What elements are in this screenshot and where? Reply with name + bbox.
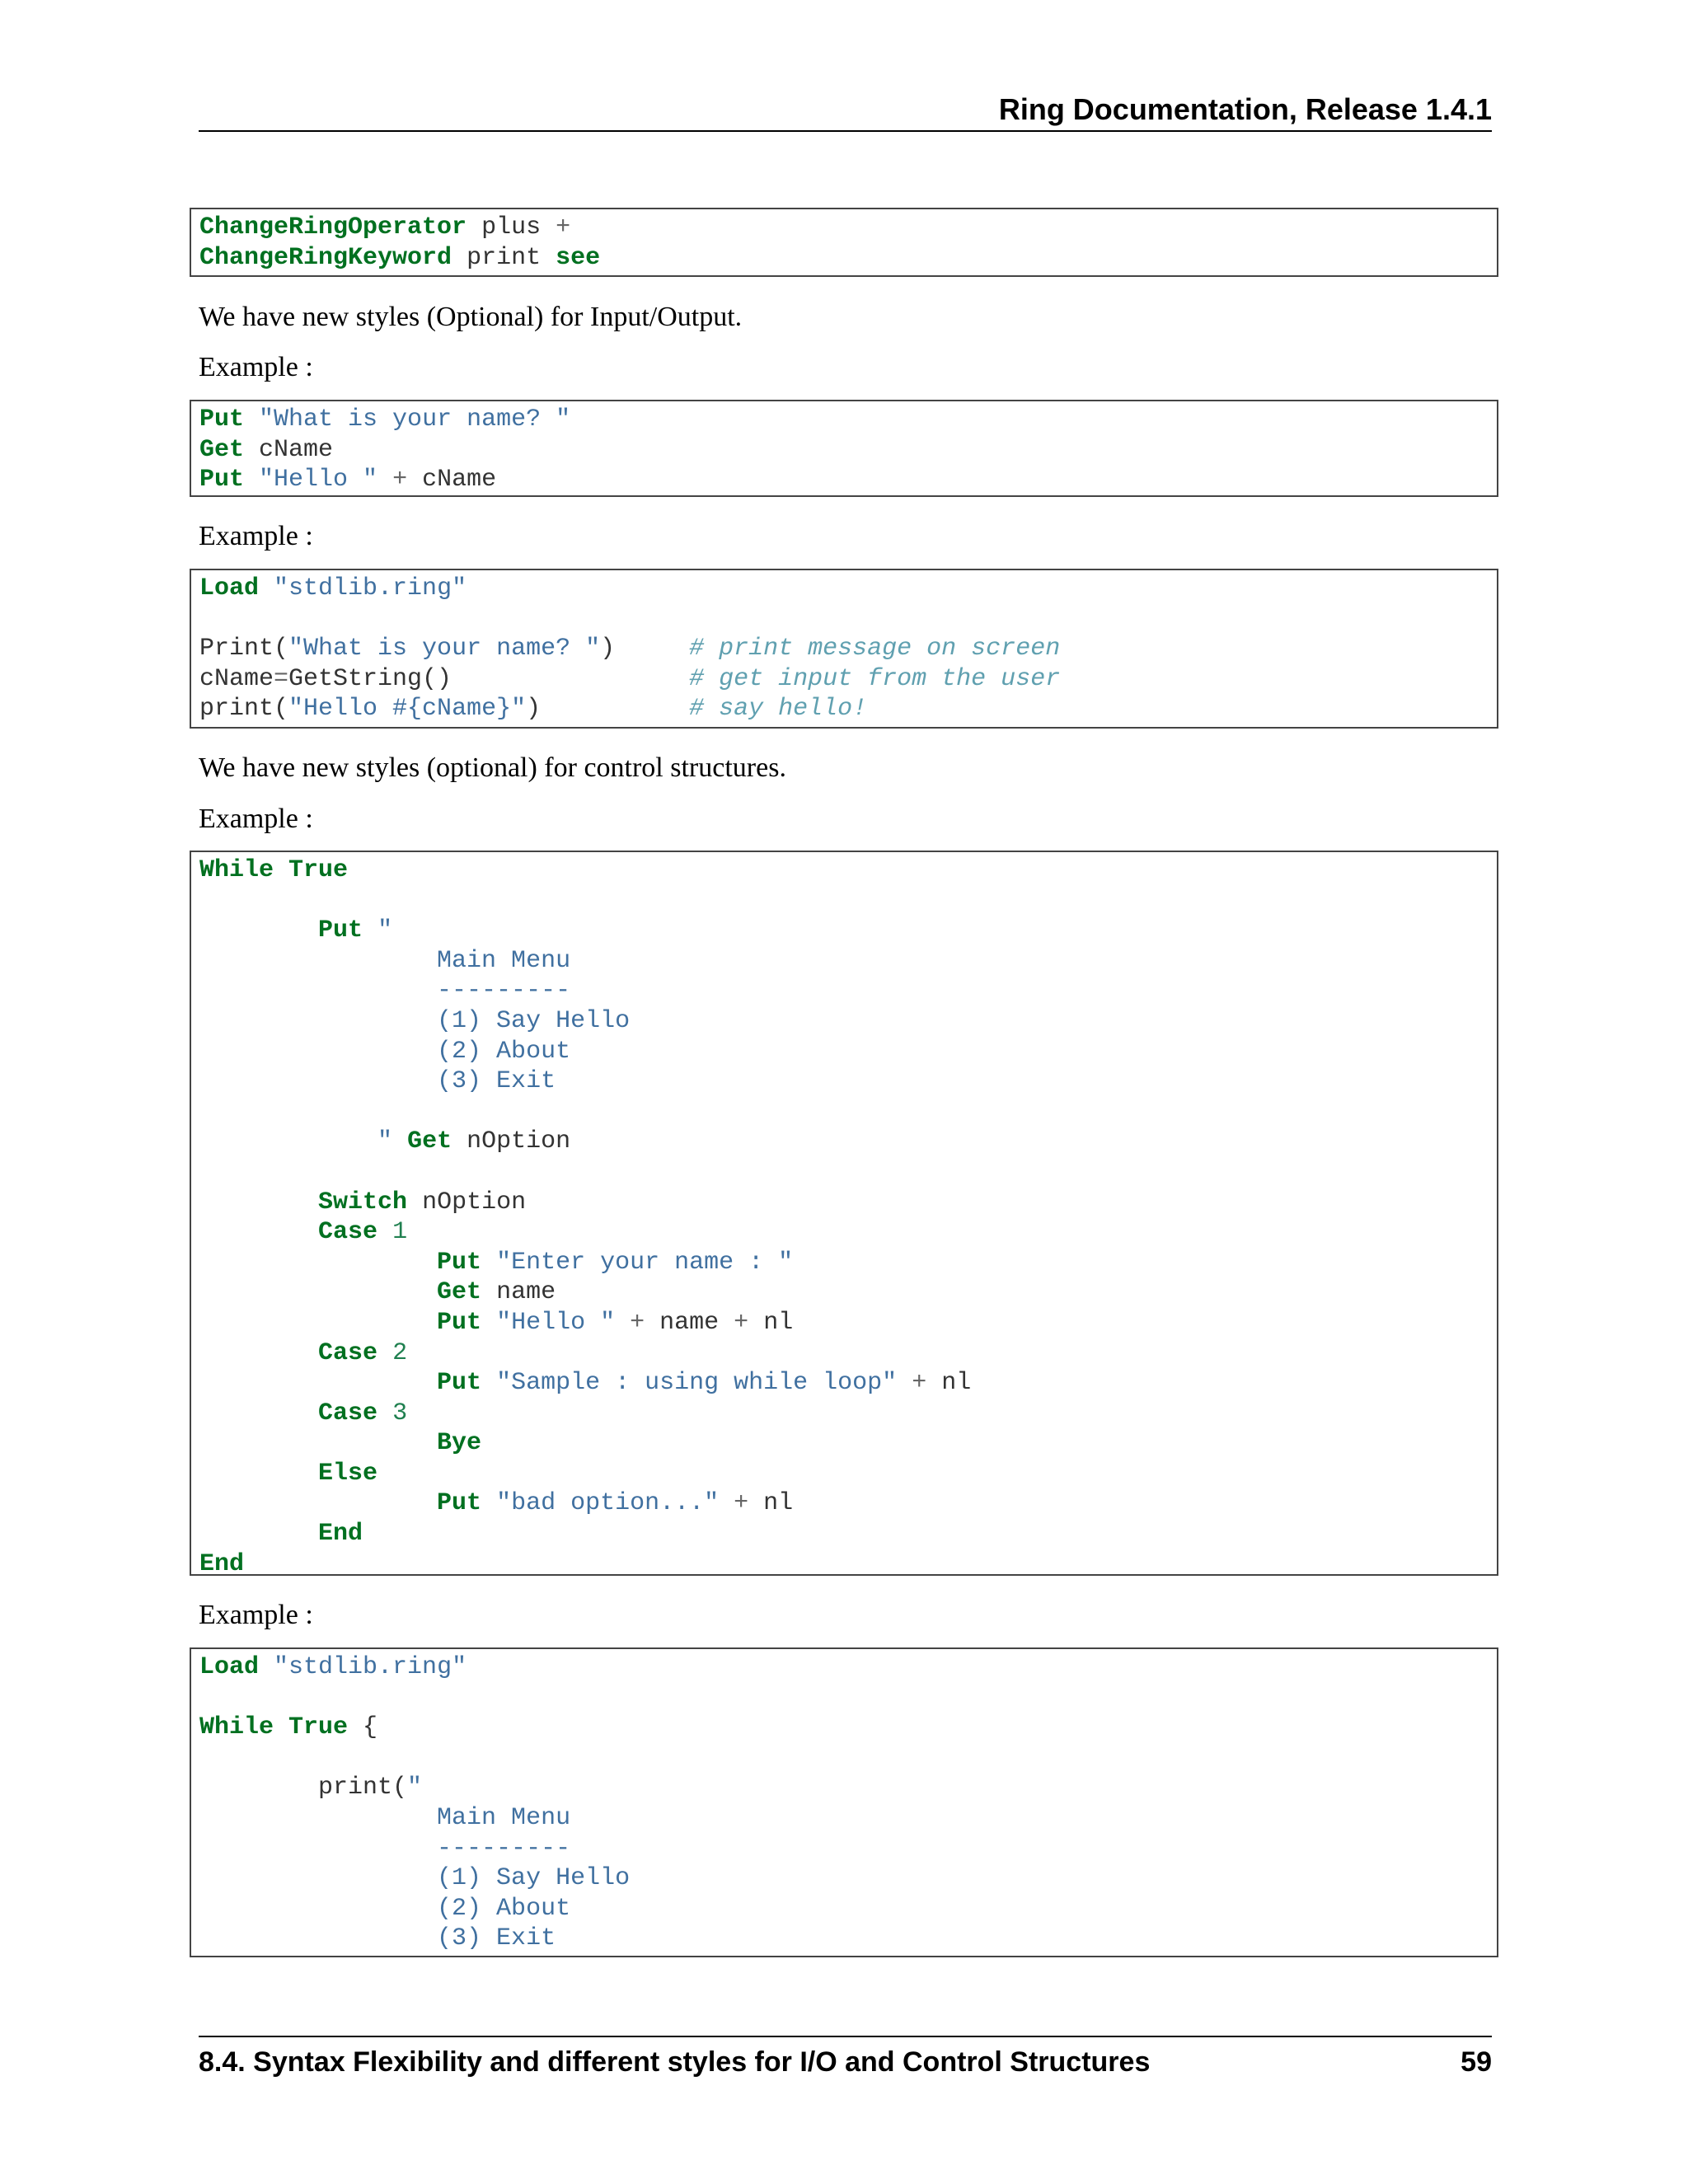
code-text xyxy=(481,1369,496,1397)
code-text xyxy=(274,856,288,884)
code-text: cName xyxy=(407,466,497,494)
code-text xyxy=(199,1278,437,1306)
code-text: { print( xyxy=(318,1713,408,1802)
code-keyword: ChangeRingKeyword xyxy=(199,243,452,272)
code-text: nl xyxy=(763,1489,794,1518)
code-keyword: Get xyxy=(199,435,245,464)
code-text xyxy=(615,1309,630,1337)
code-keyword: ChangeRingOperator xyxy=(199,213,467,241)
code-text: GetString() xyxy=(288,664,690,693)
code-number: 3 xyxy=(392,1399,408,1427)
code-text: name xyxy=(496,1278,556,1307)
code-text xyxy=(199,1460,318,1488)
code-keyword: Load xyxy=(199,1653,260,1681)
code-string: " Main Menu --------- (1) Say Hello (2) About (3) Exit " xyxy=(377,916,631,1156)
code-text: nl xyxy=(763,1308,794,1337)
code-block-while-switch xyxy=(190,851,1498,1576)
code-string: "stdlib.ring" xyxy=(274,1653,467,1681)
code-operator: + xyxy=(556,213,571,241)
code-string: "What is your name? " xyxy=(259,405,571,434)
code-text: ) xyxy=(526,695,690,724)
footer-section-title: 8.4. Syntax Flexibility and different styles for I/O and Control Structures xyxy=(199,2046,1151,2078)
code-text xyxy=(377,466,392,494)
code-string: "Enter your name : " xyxy=(496,1248,794,1277)
code-string: "What is your name? " xyxy=(288,635,601,663)
code-keyword: True xyxy=(288,856,349,884)
code-text: Print( xyxy=(199,635,289,663)
code-text: nOption xyxy=(422,1188,527,1216)
code-text xyxy=(259,1653,274,1681)
code-text: nOption xyxy=(467,1127,571,1156)
code-text xyxy=(481,1489,496,1517)
header-rule xyxy=(199,130,1492,132)
code-text: cName xyxy=(199,664,274,693)
paragraph-io-styles: We have new styles (Optional) for Input/Output. xyxy=(199,302,743,332)
code-string: "stdlib.ring" xyxy=(274,574,467,602)
code-text xyxy=(199,1429,437,1457)
paragraph-control-structures: We have new styles (optional) for control structures. xyxy=(199,752,786,783)
example-label: Example : xyxy=(199,352,313,382)
code-string: "bad option..." xyxy=(496,1489,720,1518)
code-keyword: Put xyxy=(199,405,245,434)
code-text: ) xyxy=(600,635,690,663)
code-text: print( xyxy=(199,695,289,724)
code-text xyxy=(244,466,259,494)
code-number: 1 xyxy=(392,1218,408,1247)
code-text: nl xyxy=(941,1369,972,1398)
code-keyword: Put xyxy=(199,466,245,494)
code-number: 2 xyxy=(392,1338,408,1367)
code-text xyxy=(199,1489,437,1517)
code-keyword: Put xyxy=(437,1308,482,1337)
code-text xyxy=(244,405,259,434)
code-keyword: Case xyxy=(318,1338,378,1367)
code-text xyxy=(392,1127,407,1155)
code-keyword: Case xyxy=(318,1218,378,1247)
code-text xyxy=(481,1249,496,1277)
code-comment: # say hello! xyxy=(689,695,868,724)
code-string: "Hello #{cName}" xyxy=(288,695,527,724)
code-operator: = xyxy=(274,664,289,693)
code-text xyxy=(199,916,318,944)
code-text xyxy=(481,1309,496,1337)
code-keyword: see xyxy=(556,243,601,272)
footer-rule xyxy=(199,2036,1492,2037)
code-text xyxy=(199,1249,437,1277)
code-operator: + xyxy=(630,1308,645,1337)
code-keyword: While xyxy=(199,1713,274,1742)
code-keyword: While xyxy=(199,856,274,884)
code-text xyxy=(363,916,377,944)
code-text: name xyxy=(645,1308,734,1337)
page-header-title: Ring Documentation, Release 1.4.1 xyxy=(998,92,1492,126)
code-keyword: Case xyxy=(318,1399,378,1427)
code-text xyxy=(897,1369,912,1397)
code-text: print xyxy=(452,243,556,272)
code-string: "Sample : using while loop" xyxy=(496,1369,898,1398)
example-label: Example : xyxy=(199,1600,313,1630)
code-keyword: Else xyxy=(318,1459,378,1488)
page-footer xyxy=(199,2041,1492,2083)
code-keyword: Load xyxy=(199,574,260,602)
example-label: Example : xyxy=(199,521,313,551)
code-text: plus xyxy=(467,213,556,241)
example-label: Example : xyxy=(199,804,313,834)
code-operator: + xyxy=(912,1369,927,1398)
code-block-change-ring xyxy=(190,208,1498,277)
code-keyword: Put xyxy=(437,1369,482,1398)
code-operator: + xyxy=(734,1489,749,1518)
code-keyword: Put xyxy=(437,1248,482,1277)
code-keyword: Put xyxy=(437,1489,482,1518)
code-block-while-braces xyxy=(190,1647,1498,1957)
code-text xyxy=(377,1218,392,1246)
code-keyword: Switch xyxy=(318,1188,408,1216)
code-operator: + xyxy=(734,1308,749,1337)
code-keyword: End xyxy=(199,1549,245,1578)
code-text xyxy=(377,1339,392,1367)
code-text xyxy=(259,574,274,602)
code-block-stdlib-print xyxy=(190,569,1498,729)
code-keyword: Bye xyxy=(437,1429,482,1458)
code-keyword: End xyxy=(318,1520,363,1549)
code-keyword: Get xyxy=(437,1278,482,1307)
code-text xyxy=(377,1399,392,1427)
code-operator: + xyxy=(392,466,408,494)
code-block-put-get xyxy=(190,400,1498,497)
code-keyword: Get xyxy=(407,1127,452,1156)
code-keyword: Put xyxy=(318,916,363,945)
code-text xyxy=(274,1713,288,1741)
page-number: 59 xyxy=(1461,2046,1492,2078)
code-string: "Hello " xyxy=(496,1308,616,1337)
code-text xyxy=(719,1489,734,1517)
code-string: " Main Menu --------- (1) Say Hello (2) About (3) Exit xyxy=(407,1774,631,1953)
code-keyword: True xyxy=(288,1713,349,1742)
code-string: "Hello " xyxy=(259,466,378,494)
code-text: cName xyxy=(259,435,334,464)
code-text xyxy=(199,1369,437,1397)
code-comment: # get input from the user xyxy=(689,664,1061,693)
code-comment: # print message on screen xyxy=(689,635,1061,663)
